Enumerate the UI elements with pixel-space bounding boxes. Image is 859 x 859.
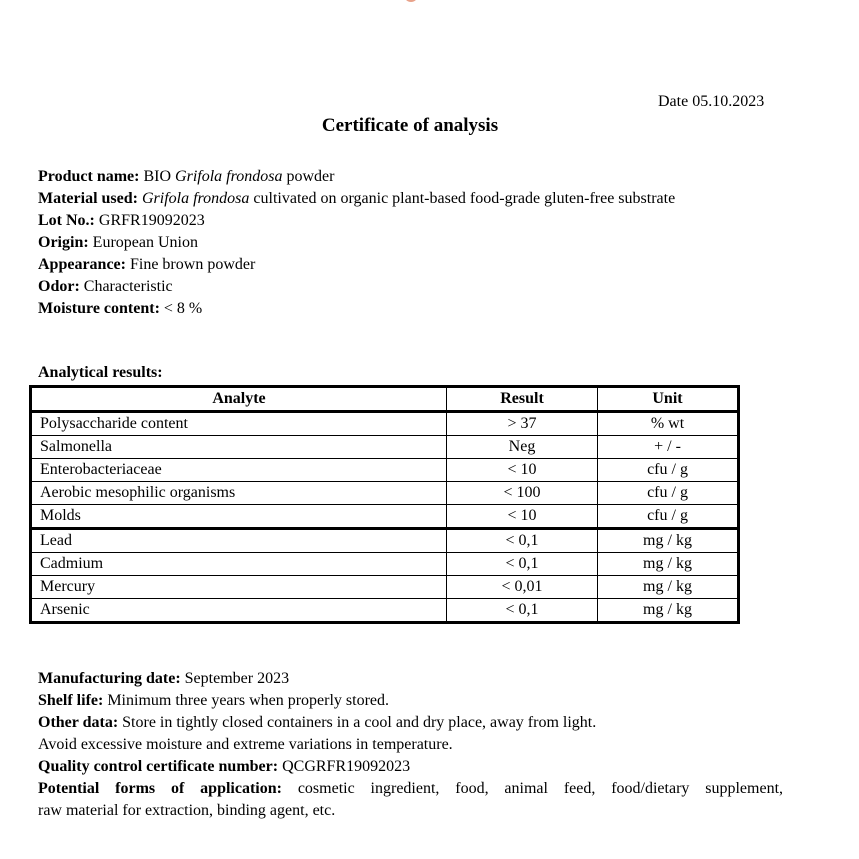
unit-cell: cfu / g xyxy=(598,505,739,529)
column-header-unit: Unit xyxy=(598,387,739,412)
column-header-result: Result xyxy=(447,387,598,412)
other-data-label: Other data: xyxy=(38,714,119,731)
qc-certificate-line xyxy=(38,756,783,778)
analyte-cell: Molds xyxy=(31,505,447,529)
lot-label: Lot No.: xyxy=(38,212,95,229)
other-data-line xyxy=(38,712,783,734)
appearance-value: Fine brown powder xyxy=(129,256,256,273)
moisture-value: < 8 % xyxy=(163,300,203,317)
results-table xyxy=(29,385,740,624)
origin-line xyxy=(38,232,675,254)
table-row xyxy=(31,459,739,482)
column-header-analyte: Analyte xyxy=(31,387,447,412)
table-row xyxy=(31,482,739,505)
moisture-label: Moisture content: xyxy=(38,300,160,317)
origin-value: European Union xyxy=(92,234,198,251)
analyte-cell: Polysaccharide content xyxy=(31,412,447,436)
appearance-line xyxy=(38,254,675,276)
unit-cell: mg / kg xyxy=(598,576,739,599)
manufacturing-value: September 2023 xyxy=(184,670,290,687)
table-row xyxy=(31,576,739,599)
product-name-label: Product name: xyxy=(38,168,140,185)
table-row xyxy=(31,553,739,576)
result-cell: > 37 xyxy=(447,412,598,436)
analyte-cell: Cadmium xyxy=(31,553,447,576)
analyte-cell: Lead xyxy=(31,529,447,553)
other-data-value: Store in tightly closed containers in a cool and dry place, away from light. xyxy=(122,714,597,731)
material-species: Grifola frondosa xyxy=(141,190,250,207)
results-header-row xyxy=(31,387,739,412)
unit-cell: % wt xyxy=(598,412,739,436)
additional-info xyxy=(38,668,783,822)
shelf-life-label: Shelf life: xyxy=(38,692,104,709)
shelf-life-value: Minimum three years when properly stored. xyxy=(107,692,390,709)
page-top-mark xyxy=(404,0,418,2)
odor-label: Odor: xyxy=(38,278,80,295)
result-cell: < 10 xyxy=(447,459,598,482)
appearance-label: Appearance: xyxy=(38,256,126,273)
table-row xyxy=(31,505,739,529)
qc-certificate-label: Quality control certificate number: xyxy=(38,758,279,775)
application-forms-line xyxy=(38,778,783,800)
manufacturing-line xyxy=(38,668,783,690)
unit-cell: cfu / g xyxy=(598,459,739,482)
product-name-prefix: BIO xyxy=(143,168,172,185)
qc-certificate-value: QCGRFR19092023 xyxy=(282,758,411,775)
result-cell: Neg xyxy=(447,436,598,459)
result-cell: < 0,1 xyxy=(447,529,598,553)
document-title: Certificate of analysis xyxy=(321,115,499,136)
table-row xyxy=(31,529,739,553)
table-row xyxy=(31,436,739,459)
unit-cell: mg / kg xyxy=(598,599,739,623)
table-row xyxy=(31,412,739,436)
application-forms-label: Potential forms of application: xyxy=(38,780,282,797)
unit-cell: cfu / g xyxy=(598,482,739,505)
unit-cell: + / - xyxy=(598,436,739,459)
analyte-cell: Salmonella xyxy=(31,436,447,459)
odor-line xyxy=(38,276,675,298)
material-label: Material used: xyxy=(38,190,138,207)
analyte-cell: Aerobic mesophilic organisms xyxy=(31,482,447,505)
date-value: 05.10.2023 xyxy=(692,93,765,110)
result-cell: < 0,1 xyxy=(447,553,598,576)
odor-value: Characteristic xyxy=(83,278,173,295)
shelf-life-line xyxy=(38,690,783,712)
application-forms-continuation: raw material for extraction, binding agent, etc. xyxy=(38,802,336,819)
material-text: cultivated on organic plant-based food-grade gluten-free substrate xyxy=(253,190,676,207)
product-name-species: Grifola frondosa xyxy=(175,168,283,185)
unit-cell: mg / kg xyxy=(598,553,739,576)
result-cell: < 100 xyxy=(447,482,598,505)
result-cell: < 0,01 xyxy=(447,576,598,599)
result-cell: < 0,1 xyxy=(447,599,598,623)
analyte-cell: Arsenic xyxy=(31,599,447,623)
results-heading: Analytical results: xyxy=(38,364,163,381)
other-data-continuation: Avoid excessive moisture and extreme variations in temperature. xyxy=(38,736,453,753)
analyte-cell: Enterobacteriaceae xyxy=(31,459,447,482)
table-row xyxy=(31,599,739,623)
result-cell: < 10 xyxy=(447,505,598,529)
date-label: Date xyxy=(658,93,689,110)
lot-value: GRFR19092023 xyxy=(98,212,205,229)
analyte-cell: Mercury xyxy=(31,576,447,599)
lot-line xyxy=(38,210,675,232)
document-date xyxy=(658,93,764,111)
product-info xyxy=(38,166,675,320)
unit-cell: mg / kg xyxy=(598,529,739,553)
application-forms-value: cosmetic ingredient, food, animal feed, food/dietary supplement, xyxy=(297,780,784,797)
product-name-suffix: powder xyxy=(286,168,335,185)
product-name-line xyxy=(38,166,675,188)
manufacturing-label: Manufacturing date: xyxy=(38,670,181,687)
origin-label: Origin: xyxy=(38,234,89,251)
moisture-line xyxy=(38,298,675,320)
material-line xyxy=(38,188,675,210)
